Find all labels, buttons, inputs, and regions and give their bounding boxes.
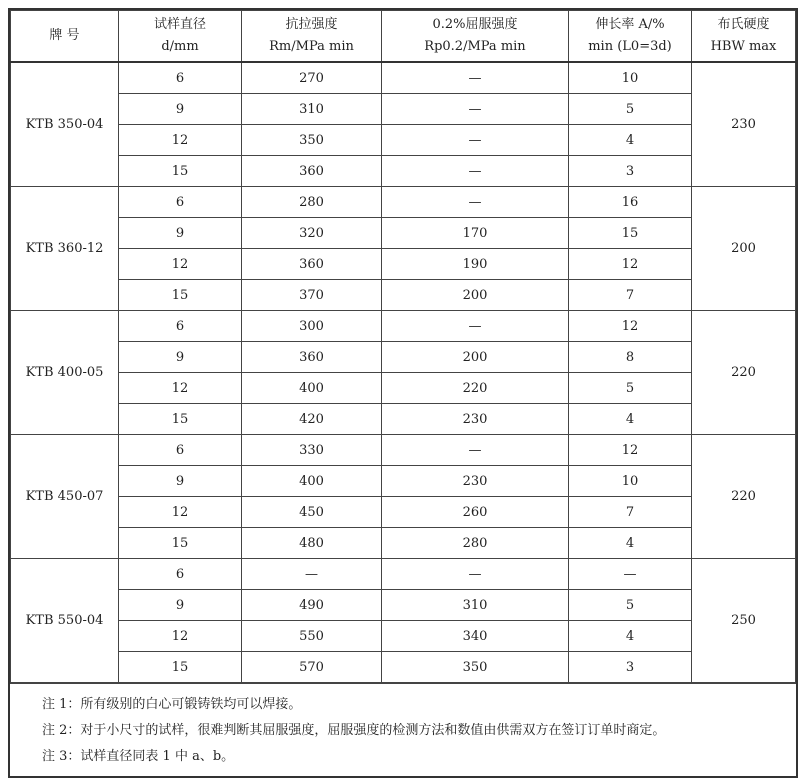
table-row: [11, 156, 796, 187]
tensile-cell: 280: [242, 187, 382, 218]
elongation-cell: 10: [569, 62, 692, 94]
table-row: [11, 559, 796, 590]
table-row: [11, 373, 796, 404]
header-tensile: [242, 11, 382, 63]
diameter-cell: 12: [119, 249, 242, 280]
grade-cell: KTB 400-05: [11, 311, 119, 435]
elongation-cell: 12: [569, 249, 692, 280]
elongation-cell: 5: [569, 94, 692, 125]
table-row: [11, 497, 796, 528]
diameter-cell: 9: [119, 590, 242, 621]
diameter-cell: 6: [119, 187, 242, 218]
tensile-cell: 400: [242, 466, 382, 497]
table-row: [11, 652, 796, 683]
tensile-cell: 330: [242, 435, 382, 466]
header-row: [11, 11, 796, 63]
tensile-cell: —: [242, 559, 382, 590]
yield-cell: —: [382, 311, 569, 342]
yield-cell: —: [382, 62, 569, 94]
header-elongation: [569, 11, 692, 63]
elongation-cell: 16: [569, 187, 692, 218]
yield-cell: 220: [382, 373, 569, 404]
yield-cell: —: [382, 156, 569, 187]
tensile-cell: 350: [242, 125, 382, 156]
properties-table: [10, 10, 796, 683]
properties-table-container: [8, 8, 798, 778]
yield-cell: 230: [382, 466, 569, 497]
elongation-cell: 4: [569, 404, 692, 435]
elongation-cell: 10: [569, 466, 692, 497]
table-row: [11, 466, 796, 497]
tensile-cell: 570: [242, 652, 382, 683]
note-1: 注 1：所有级别的白心可锻铸铁均可以焊接。: [42, 697, 302, 712]
header-elongation-unit: min (L0=3d): [588, 39, 672, 54]
table-row: [11, 125, 796, 156]
header-tensile-unit: Rm/MPa min: [269, 39, 354, 54]
tensile-cell: 310: [242, 94, 382, 125]
table-row: [11, 62, 796, 94]
tensile-cell: 270: [242, 62, 382, 94]
yield-cell: 310: [382, 590, 569, 621]
yield-cell: 200: [382, 280, 569, 311]
header-diameter: [119, 11, 242, 63]
tensile-cell: 490: [242, 590, 382, 621]
table-row: [11, 404, 796, 435]
yield-cell: —: [382, 187, 569, 218]
tensile-cell: 360: [242, 342, 382, 373]
diameter-cell: 6: [119, 311, 242, 342]
header-hardness-title: 布氏硬度: [717, 17, 770, 32]
diameter-cell: 9: [119, 466, 242, 497]
diameter-cell: 15: [119, 280, 242, 311]
diameter-cell: 6: [119, 62, 242, 94]
table-row: [11, 528, 796, 559]
diameter-cell: 15: [119, 528, 242, 559]
elongation-cell: 12: [569, 311, 692, 342]
elongation-cell: 5: [569, 373, 692, 404]
tensile-cell: 360: [242, 156, 382, 187]
elongation-cell: 3: [569, 156, 692, 187]
table-row: [11, 218, 796, 249]
tensile-cell: 320: [242, 218, 382, 249]
elongation-cell: 4: [569, 125, 692, 156]
grade-cell: KTB 360-12: [11, 187, 119, 311]
yield-cell: —: [382, 94, 569, 125]
note-3: 注 3：试样直径同表 1 中 a、b。: [42, 749, 235, 764]
grade-cell: KTB 450-07: [11, 435, 119, 559]
diameter-cell: 15: [119, 404, 242, 435]
yield-cell: 350: [382, 652, 569, 683]
header-diameter-title: 试样直径: [153, 17, 206, 32]
header-hardness-unit: HBW max: [710, 39, 777, 54]
table-row: [11, 94, 796, 125]
elongation-cell: 5: [569, 590, 692, 621]
table-row: [11, 249, 796, 280]
header-yield: [382, 11, 569, 63]
diameter-cell: 12: [119, 497, 242, 528]
table-row: [11, 187, 796, 218]
yield-cell: 230: [382, 404, 569, 435]
yield-cell: 340: [382, 621, 569, 652]
header-yield-unit: Rp0.2/MPa min: [424, 39, 526, 54]
hardness-cell: 220: [692, 435, 796, 559]
tensile-cell: 550: [242, 621, 382, 652]
elongation-cell: 4: [569, 621, 692, 652]
tensile-cell: 370: [242, 280, 382, 311]
yield-cell: 280: [382, 528, 569, 559]
elongation-cell: 15: [569, 218, 692, 249]
hardness-cell: 250: [692, 559, 796, 683]
table-row: [11, 342, 796, 373]
yield-cell: 200: [382, 342, 569, 373]
diameter-cell: 6: [119, 559, 242, 590]
diameter-cell: 15: [119, 156, 242, 187]
header-yield-title: 0.2%屈服强度: [432, 17, 518, 32]
elongation-cell: 3: [569, 652, 692, 683]
elongation-cell: 7: [569, 280, 692, 311]
yield-cell: —: [382, 435, 569, 466]
hardness-cell: 200: [692, 187, 796, 311]
table-row: [11, 311, 796, 342]
diameter-cell: 12: [119, 125, 242, 156]
hardness-cell: 230: [692, 62, 796, 187]
header-elongation-title: 伸长率 A/%: [595, 17, 665, 32]
elongation-cell: 7: [569, 497, 692, 528]
yield-cell: —: [382, 125, 569, 156]
table-row: [11, 280, 796, 311]
tensile-cell: 400: [242, 373, 382, 404]
diameter-cell: 9: [119, 218, 242, 249]
tensile-cell: 480: [242, 528, 382, 559]
table-body: [11, 62, 796, 683]
table-row: [11, 590, 796, 621]
header-diameter-unit: d/mm: [161, 39, 199, 54]
hardness-cell: 220: [692, 311, 796, 435]
header-tensile-title: 抗拉强度: [285, 17, 338, 32]
elongation-cell: 4: [569, 528, 692, 559]
tensile-cell: 450: [242, 497, 382, 528]
diameter-cell: 12: [119, 621, 242, 652]
elongation-cell: —: [569, 559, 692, 590]
diameter-cell: 9: [119, 342, 242, 373]
tensile-cell: 420: [242, 404, 382, 435]
yield-cell: 190: [382, 249, 569, 280]
elongation-cell: 8: [569, 342, 692, 373]
table-row: [11, 435, 796, 466]
yield-cell: —: [382, 559, 569, 590]
header-hardness: [692, 11, 796, 63]
diameter-cell: 15: [119, 652, 242, 683]
yield-cell: 170: [382, 218, 569, 249]
tensile-cell: 360: [242, 249, 382, 280]
diameter-cell: 12: [119, 373, 242, 404]
diameter-cell: 6: [119, 435, 242, 466]
yield-cell: 260: [382, 497, 569, 528]
header-grade: 牌 号: [11, 11, 119, 63]
table-row: [11, 621, 796, 652]
tensile-cell: 300: [242, 311, 382, 342]
elongation-cell: 12: [569, 435, 692, 466]
diameter-cell: 9: [119, 94, 242, 125]
notes: [10, 683, 796, 776]
grade-cell: KTB 350-04: [11, 62, 119, 187]
grade-cell: KTB 550-04: [11, 559, 119, 683]
note-2: 注 2：对于小尺寸的试样，很难判断其屈服强度，屈服强度的检测方法和数值由供需双方在签订订单时商定。: [42, 723, 666, 738]
